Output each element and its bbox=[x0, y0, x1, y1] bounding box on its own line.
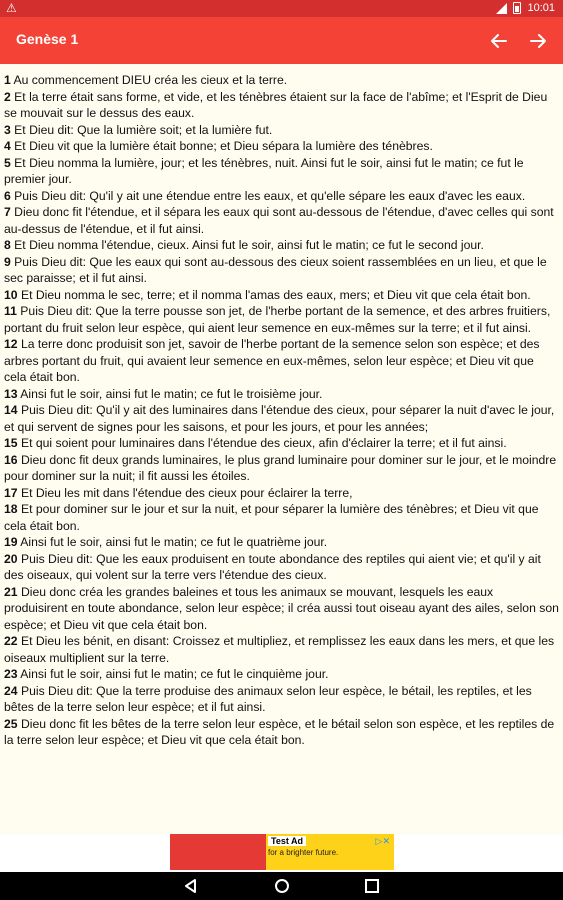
verse bbox=[4, 204, 559, 237]
verse-text: Et Dieu les bénit, en disant: Croissez et multipliez, et remplissez les eaux dans les mers, et que les oiseaux multiplient sur la terre. bbox=[4, 634, 555, 665]
verse-text: Puis Dieu dit: Que la terre pousse son jet, de l'herbe portant de la semence, et des arbres fruitiers, portant du fruit selon leur espèce, qui aient leur semence en eux-mêmes sur la terre; et il fut ainsi. bbox=[4, 304, 551, 335]
verse-number: 9 bbox=[4, 254, 11, 269]
verse bbox=[4, 336, 559, 386]
verse-text: Et Dieu nomma la lumière, jour; et les ténèbres, nuit. Ainsi fut le soir, ainsi fut le matin; ce fut le premier jour. bbox=[4, 155, 524, 186]
status-time: 10:01 bbox=[527, 2, 555, 14]
verse-number: 4 bbox=[4, 139, 11, 153]
verse-text: Puis Dieu dit: Que les eaux produisent en toute abondance des reptiles qui aient vie; et qu'il y ait des oiseaux, qui volent sur la terre vers l'étendue des cieux. bbox=[4, 551, 541, 582]
verse-number: 22 bbox=[4, 634, 18, 648]
verse-text: Dieu donc fit les bêtes de la terre selon leur espèce, et le bétail selon son espèce, et les reptiles de la terre selon leur espèce; et Dieu vit que cela était bon. bbox=[4, 716, 555, 747]
verse-number: 1 bbox=[4, 73, 11, 87]
verse-number: 7 bbox=[4, 205, 11, 219]
verse-number: 16 bbox=[4, 452, 18, 467]
verse bbox=[4, 254, 559, 287]
verse-text: Puis Dieu dit: Qu'il y ait une étendue entre les eaux, et qu'elle sépare les eaux d'avec les eaux. bbox=[14, 188, 526, 203]
adchoices-icon[interactable]: ▷✕ bbox=[375, 836, 390, 846]
verse-number: 19 bbox=[4, 535, 18, 549]
verse bbox=[4, 666, 559, 683]
verse bbox=[4, 534, 559, 551]
verse bbox=[4, 89, 559, 122]
battery-icon bbox=[513, 2, 521, 14]
verse-text: Et Dieu dit: Que la lumière soit; et la lumière fut. bbox=[14, 122, 273, 137]
verse bbox=[4, 501, 559, 534]
verse bbox=[4, 633, 559, 666]
verse-number: 25 bbox=[4, 716, 18, 731]
verse-number: 21 bbox=[4, 584, 18, 599]
verse-text: Dieu donc créa les grandes baleines et tous les animaux se mouvant, lesquels les eaux produisirent en toute abondance, selon leur espèce; il créa aussi tout oiseau ayant des ailes, selon son espèce; et Dieu vit que cela était bon. bbox=[4, 584, 559, 632]
status-bar bbox=[0, 0, 563, 17]
chapter-text bbox=[0, 64, 563, 834]
system-nav-bar bbox=[0, 872, 563, 900]
verse-text: Dieu donc fit deux grands luminaires, le plus grand luminaire pour dominer sur le jour, et le moindre pour dominer sur la nuit; il fit aussi les étoiles. bbox=[4, 452, 557, 483]
verse-text: Et Dieu nomma le sec, terre; et il nomma l'amas des eaux, mers; et Dieu vit que cela était bon. bbox=[20, 287, 531, 302]
verse bbox=[4, 683, 559, 716]
ad-badge: Test Ad bbox=[268, 836, 306, 846]
verse-text: Ainsi fut le soir, ainsi fut le matin; ce fut le cinquième jour. bbox=[20, 667, 329, 681]
verse-number: 20 bbox=[4, 551, 18, 566]
signal-icon bbox=[496, 3, 507, 14]
verse-number: 23 bbox=[4, 667, 18, 681]
recents-square-icon[interactable] bbox=[362, 876, 382, 896]
verse bbox=[4, 72, 559, 89]
ad-banner[interactable] bbox=[170, 834, 394, 870]
verse-text: Ainsi fut le soir, ainsi fut le matin; ce fut le quatrième jour. bbox=[20, 535, 328, 549]
verse-text: Et la terre était sans forme, et vide, et les ténèbres étaient sur la face de l'abîme; et l'Esprit de Dieu se mouvait sur le dessus des eaux. bbox=[4, 89, 548, 120]
verse-text: Au commencement DIEU créa les cieux et la terre. bbox=[13, 73, 288, 87]
status-icons bbox=[496, 2, 555, 14]
verse bbox=[4, 485, 559, 502]
verse bbox=[4, 402, 559, 435]
verse-number: 14 bbox=[4, 403, 18, 417]
ad-area bbox=[0, 834, 563, 872]
verse bbox=[4, 386, 559, 403]
verse-text: Puis Dieu dit: Que les eaux qui sont au-dessous des cieux soient rassemblées en un lieu, et que le sec paraisse; et il fut ainsi. bbox=[4, 254, 547, 285]
verse-number: 8 bbox=[4, 238, 11, 252]
verse bbox=[4, 716, 559, 749]
verse-text: Ainsi fut le soir, ainsi fut le matin; ce fut le troisième jour. bbox=[20, 386, 323, 401]
verse-number: 24 bbox=[4, 683, 18, 698]
verse-number: 6 bbox=[4, 188, 11, 203]
verse bbox=[4, 188, 559, 205]
verse bbox=[4, 435, 559, 452]
verse bbox=[4, 287, 559, 304]
verse-text: Dieu donc fit l'étendue, et il sépara les eaux qui sont au-dessous de l'étendue, d'avec celles qui sont au-dessus de l'étendue, et il fut ainsi. bbox=[4, 205, 554, 236]
verse-text: Et Dieu vit que la lumière était bonne; et Dieu sépara la lumière des ténèbres. bbox=[14, 139, 433, 153]
arrow-left-icon[interactable] bbox=[484, 26, 514, 56]
verse-text: Et Dieu les mit dans l'étendue des cieux pour éclairer la terre, bbox=[20, 485, 353, 500]
verse-number: 10 bbox=[4, 287, 18, 302]
verse-text: Puis Dieu dit: Que la terre produise des animaux selon leur espèce, le bétail, les reptiles, et les bêtes de la terre selon leur espèce; et il fut ainsi. bbox=[4, 683, 532, 714]
verse-number: 5 bbox=[4, 155, 11, 170]
verse bbox=[4, 122, 559, 139]
app-bar bbox=[0, 17, 563, 64]
verse-text: Et pour dominer sur le jour et sur la nuit, et pour séparer la lumière des ténèbres; et Dieu vit que cela était bon. bbox=[4, 502, 539, 533]
verse bbox=[4, 138, 559, 155]
verse bbox=[4, 155, 559, 188]
verse-text: Et qui soient pour luminaires dans l'étendue des cieux, afin d'éclairer la terre; et il fut ainsi. bbox=[20, 436, 507, 450]
verse-number: 12 bbox=[4, 337, 18, 351]
ad-text: for a brighter future. bbox=[268, 848, 339, 857]
home-circle-icon[interactable] bbox=[272, 876, 292, 896]
verse-text: Et Dieu nomma l'étendue, cieux. Ainsi fut le soir, ainsi fut le matin; ce fut le second jour. bbox=[14, 238, 484, 252]
arrow-right-icon[interactable] bbox=[523, 26, 553, 56]
verse-text: La terre donc produisit son jet, savoir de l'herbe portant de la semence selon son espèce; et des arbres portant du fruit, qui avaient leur semence en eux-mêmes, selon leur espèce; et Dieu vit que cela était bon. bbox=[4, 337, 540, 384]
verse-number: 2 bbox=[4, 89, 11, 104]
verse bbox=[4, 584, 559, 634]
verse-number: 11 bbox=[4, 304, 17, 318]
verse-number: 18 bbox=[4, 502, 18, 516]
ad-image bbox=[170, 834, 266, 870]
verse-number: 13 bbox=[4, 386, 18, 401]
verse bbox=[4, 303, 559, 336]
warning-icon: ⚠ bbox=[6, 1, 17, 15]
verse bbox=[4, 551, 559, 584]
back-triangle-icon[interactable] bbox=[181, 876, 201, 896]
page-title: Genèse 1 bbox=[16, 31, 79, 47]
verse bbox=[4, 452, 559, 485]
verse-text: Puis Dieu dit: Qu'il y ait des luminaires dans l'étendue des cieux, pour séparer la nuit d'avec le jour, et qui servent de signes pour les saisons, et pour les jours, et pour les années; bbox=[4, 403, 555, 434]
verse-number: 15 bbox=[4, 436, 18, 450]
verse-number: 17 bbox=[4, 485, 18, 500]
verse bbox=[4, 237, 559, 254]
verse-number: 3 bbox=[4, 122, 11, 137]
